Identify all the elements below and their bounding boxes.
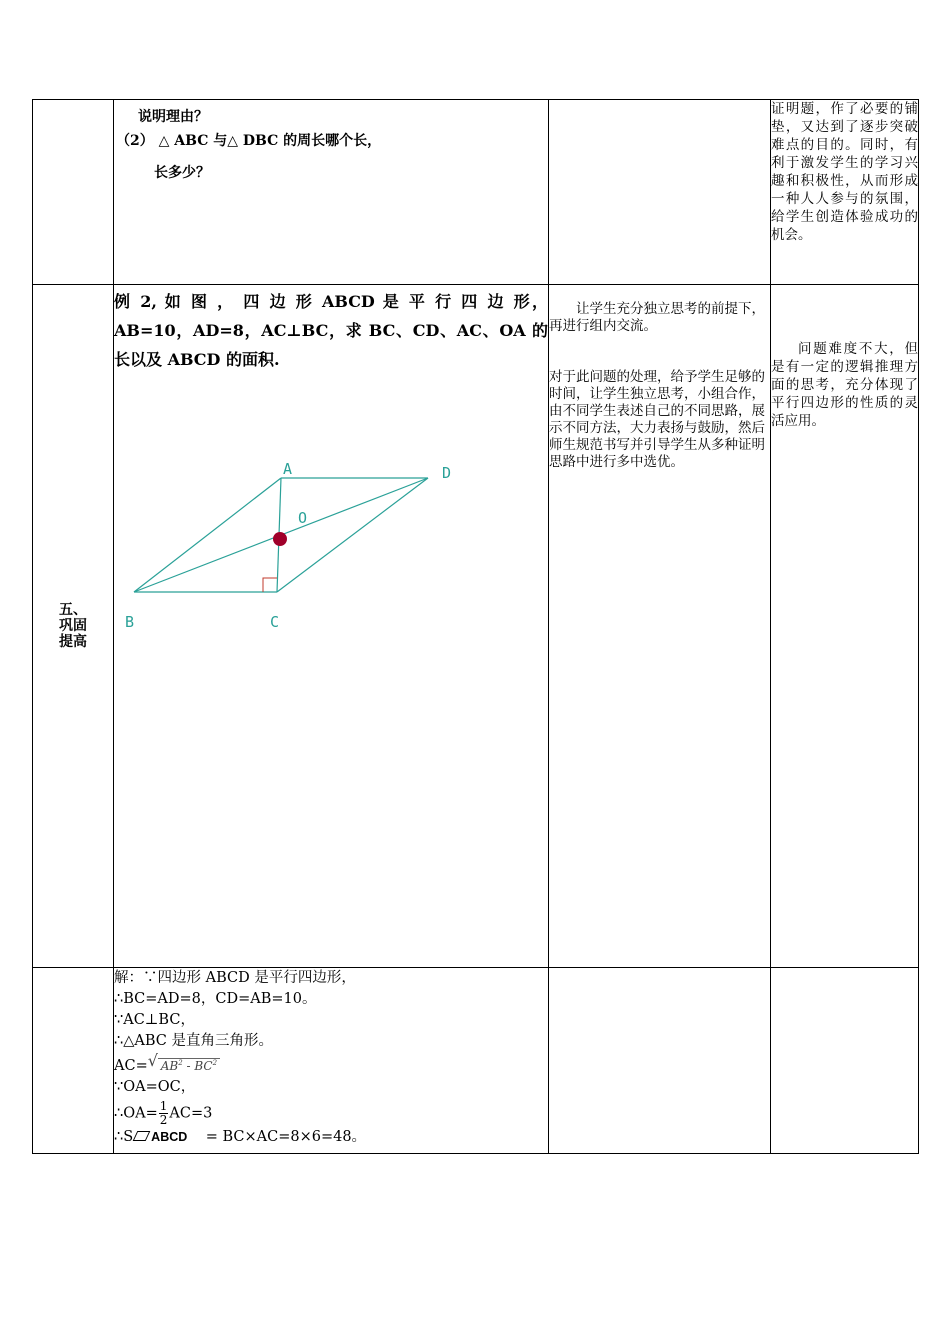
row3-section-cell — [33, 968, 114, 1154]
row-3 — [33, 968, 919, 1154]
side-dc — [277, 478, 428, 592]
label-d: D — [442, 464, 452, 482]
row1-activity-cell — [549, 100, 771, 285]
example-2-text: 例 2, 如 图 ， 四 边 形 ABCD 是 平 行 四 边 形，AB=10，AD=8，AC⊥BC，求 BC、CD、AC、OA 的长以及 ABCD 的面积. — [114, 292, 548, 369]
parallelogram-symbol — [133, 1131, 151, 1141]
row-1 — [33, 100, 919, 285]
section-label — [33, 285, 114, 968]
example-intent-cell — [771, 285, 919, 968]
label-o: O — [298, 509, 308, 527]
solution-line-2: ∴BC=AD=8，CD=AB=10。 — [114, 991, 317, 1007]
lesson-table — [32, 99, 919, 1154]
solution-line-7: ∴OA= $\frac{1}{2}$ AC=3 — [114, 1099, 213, 1127]
point-o — [273, 532, 287, 546]
activity-paragraph-1: 让学生充分独立思考的前提下，再进行组内交流。 — [549, 301, 765, 334]
fraction-one-half: $\frac{1}{2}$ — [159, 1099, 168, 1127]
label-b: B — [125, 613, 135, 631]
row1-section-cell — [33, 100, 114, 285]
label-c: C — [270, 613, 280, 631]
solution-line-4: ∴△ABC 是直角三角形。 — [114, 1033, 273, 1049]
solution-line-6: ∵OA=OC， — [114, 1079, 196, 1095]
solution-line-8: ∴S ABCD = BC×AC=8×6=48。 — [114, 1129, 367, 1145]
solution-line-1: 解：∵四边形 ABCD 是平行四边形， — [114, 970, 356, 986]
section-title-2: 提高 — [59, 634, 87, 650]
solution-line-3: ∵AC⊥BC， — [114, 1012, 195, 1028]
section-title-1: 巩固 — [59, 618, 87, 634]
row1-intent-cell: 证明题，作了必要的铺垫，又达到了逐步突破难点的目的。同时，有利于激发学生的学习兴趣和积极性，从而形成一种人人参与的氛围，给学生创造体验成功的机会。 — [771, 100, 919, 285]
solution-cell — [114, 968, 549, 1154]
question-line-3: 长多少？ — [154, 165, 210, 181]
example-activity-cell — [549, 285, 771, 968]
row1-content-cell — [114, 100, 549, 285]
example-cell — [114, 285, 549, 968]
question-line-2: （2） △ ABC 与△ DBC 的周长哪个长， — [116, 133, 382, 149]
row3-activity-cell — [549, 968, 771, 1154]
label-a: A — [283, 460, 293, 478]
question-line-1: 说明理由？ — [138, 109, 208, 125]
intent-paragraph: 问题难度不大，但是有一定的逻辑推理方面的思考，充分体现了平行四边形的性质的灵活应用。 — [771, 341, 918, 429]
activity-paragraph-2: 对于此问题的处理，给予学生足够的时间，让学生独立思考，小组合作，由不同学生表述自己的不同思路，展示不同方法，大力表扬与鼓励，然后师生规范书写并引导学生从多种证明思路中进行多中选优。 — [549, 369, 765, 470]
side-ab — [134, 478, 281, 592]
parallelogram-figure — [110, 408, 530, 648]
section-number: 五、 — [59, 602, 87, 618]
row-2 — [33, 285, 919, 968]
solution-line-5: AC= √ $AB^2 - BC^2$ — [114, 1052, 548, 1077]
right-angle-mark — [263, 578, 277, 592]
sqrt-expression: √ $AB^2 - BC^2$ — [148, 1052, 220, 1077]
row3-intent-cell — [771, 968, 919, 1154]
